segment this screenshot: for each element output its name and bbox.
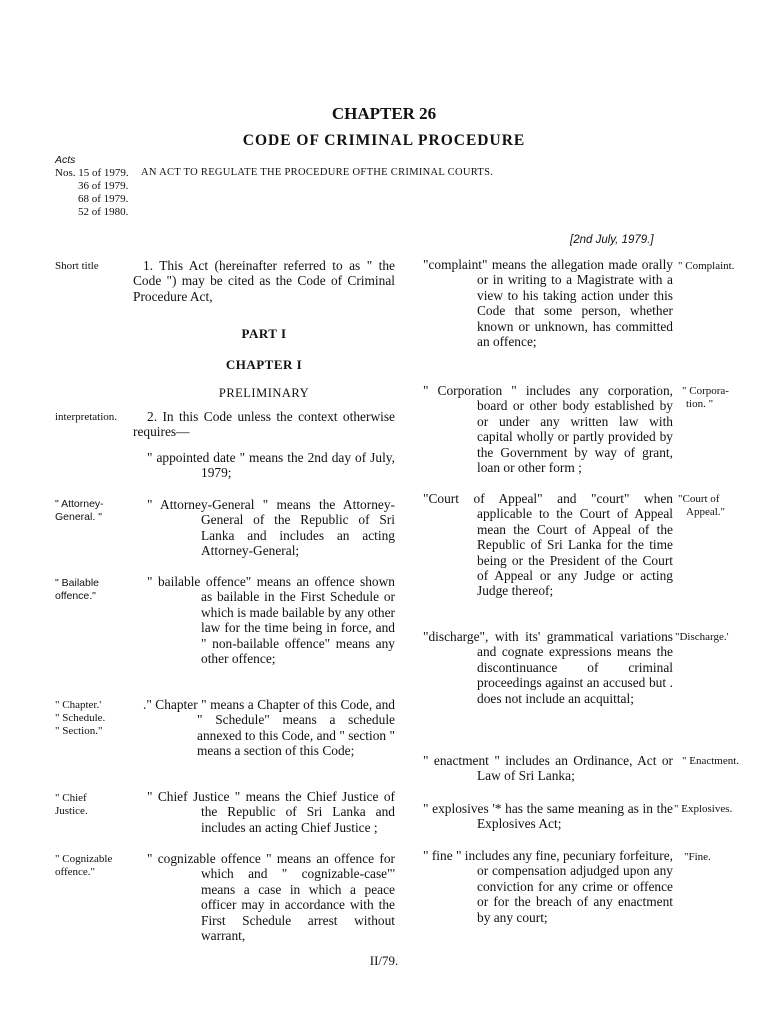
def-attorney-general: " Attorney-General " means the Attorney-General of the Republic of Sri Lanka and includes an acting Attorney-General; <box>147 497 395 559</box>
margin-note-bailable: " Bailable offence." <box>55 577 100 602</box>
margin-note-interpretation: interpretation. <box>55 411 118 423</box>
def-chief-justice: " Chief Justice " means the Chief Justice of the Republic of Sri Lanka and includes an acting Chief Justice ; <box>147 789 395 835</box>
chapter-heading: CHAPTER 26 <box>331 104 437 123</box>
def-enactment: " enactment " includes an Ordinance, Act or Law of Sri Lanka; <box>423 753 673 784</box>
margin-note-chapter: " Chapter.' " Schedule. " Section." <box>55 699 106 737</box>
page-number: II/79. <box>369 953 399 968</box>
margin-note-court-of-appeal: "Court of Appeal." <box>678 493 726 518</box>
def-corporation: " Corporation " includes any corporation, board or other body established by or under any written law with capital wholly or partly provided by the Government by way of grant, loan or other form ; <box>423 383 673 476</box>
section-1: 1. This Act (hereinafter referred to as " the Code ") may be cited as the Code of Criminal Procedure Act, <box>133 258 395 304</box>
def-court-of-appeal: "Court of Appeal" and "court" when applicable to the Court of Appeal mean the Court of Appeal of the Republic of Sri Lanka for the time being or the President of the Court of Appeal or any Judge or acting Judge thereof; <box>423 491 673 599</box>
def-complaint: "complaint" means the allegation made orally or in writing to a Magistrate with a view to his taking action under this Code that some person, whether known or unknown, has committed an offence; <box>423 257 673 350</box>
margin-note-discharge: "Discharge.' <box>675 631 729 643</box>
margin-note-ag: " Attorney- General. " <box>55 498 104 523</box>
enactment-date: [2nd July, 1979.] <box>570 234 654 246</box>
preliminary-heading: PRELIMINARY <box>218 386 310 400</box>
act-number: 52 of 1980. <box>78 206 129 218</box>
part-heading: PART I <box>241 326 287 341</box>
margin-note-short-title: Short title <box>55 260 99 272</box>
def-explosives: " explosives '* has the same meaning as in the Explosives Act; <box>423 801 673 832</box>
long-title: AN ACT TO REGULATE THE PROCEDURE OFTHE CRIMINAL COURTS. <box>141 167 494 178</box>
margin-note-fine: "Fine. <box>684 851 711 863</box>
def-bailable-offence: " bailable offence" means an offence shown as bailable in the First Schedule or which is made bailable by any other law for the time being in force, and " non-bailable offence" means any other offence; <box>147 574 395 667</box>
margin-note-chief-justice: " Chief Justice. <box>55 792 88 817</box>
act-title: CODE OF CRIMINAL PROCEDURE <box>242 132 526 149</box>
chapter-i-heading: CHAPTER I <box>225 357 303 372</box>
def-discharge: "discharge", with its' grammatical variations and cognate expressions means the discontinuance of criminal proceedings against an accused but . does not include an acquittal; <box>423 629 673 706</box>
def-cognizable-offence: " cognizable offence " means an offence for which and " cognizable-case"' means a case in which a peace officer may in accordance with the First Schedule arrest without warrant, <box>147 851 395 944</box>
act-number: Nos. 15 of 1979. <box>55 167 129 179</box>
margin-note-explosives: " Explosives. <box>674 803 733 815</box>
margin-note-cognizable: " Cognizable offence." <box>55 853 113 878</box>
act-number: 68 of 1979. <box>78 193 129 205</box>
section-2: 2. In this Code unless the context otherwise requires— <box>133 409 395 440</box>
margin-note-corporation: " Corpora- tion. " <box>682 385 729 410</box>
def-appointed-date: " appointed date " means the 2nd day of July, 1979; <box>147 450 395 481</box>
acts-label: Acts <box>55 154 76 166</box>
margin-note-complaint: " Complaint. <box>678 260 735 272</box>
def-chapter: ." Chapter " means a Chapter of this Code, and " Schedule" means a schedule annexed to this Code, and " section " means a section of this Code; <box>143 697 395 759</box>
act-number: 36 of 1979. <box>78 180 129 192</box>
margin-note-enactment: " Enactment. <box>682 755 740 767</box>
def-fine: " fine " includes any fine, pecuniary forfeiture, or compensation adjudged upon any conviction for any crime or offence or for the breach of any enactment by any court; <box>423 848 674 925</box>
